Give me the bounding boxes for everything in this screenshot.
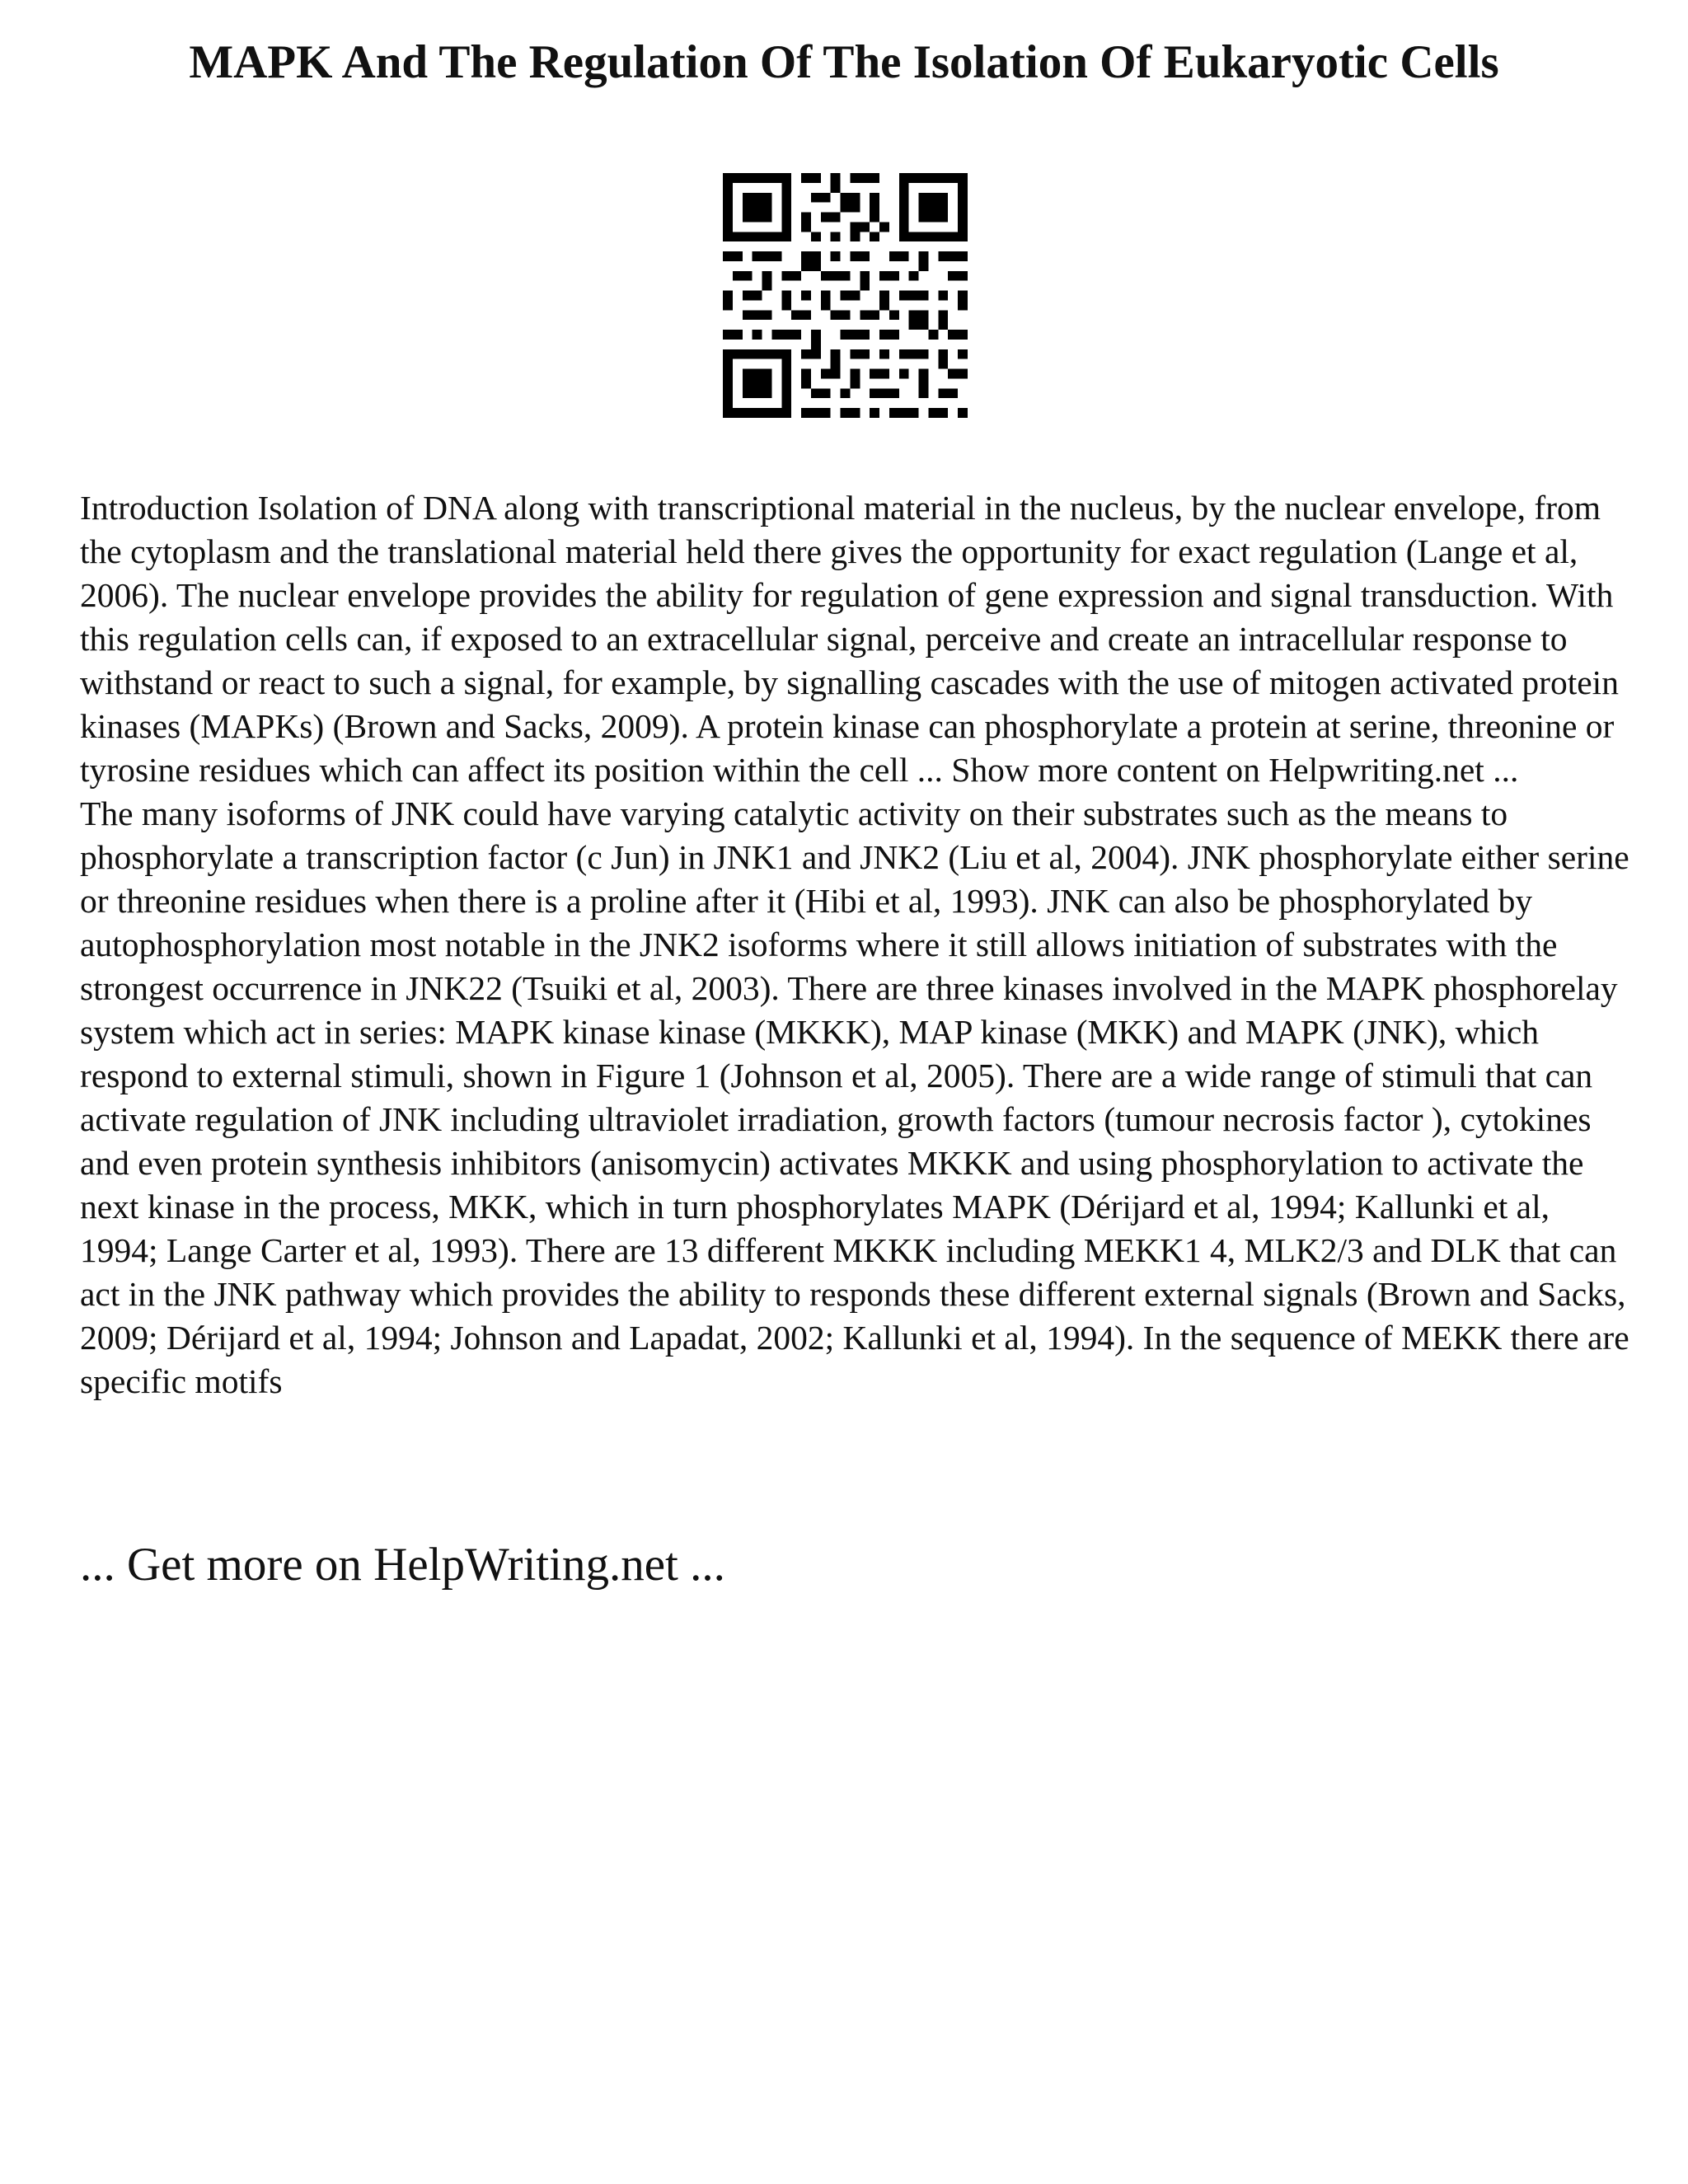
qr-code-icon[interactable] [723,173,968,418]
paragraph: Introduction Isolation of DNA along with transcriptional material in the nucleus, by the nuclear envelope, from the cytoplasm and the translational material held there gives the opportunity for exact regulation (Lange et al, 2006). The nuclear envelope provides the ability for regulation of gene expression and signal transduction. With this regulation cells can, if exposed to an extracellular signal, perceive and create an intracellular response to withstand or react to such a signal, for example, by signalling cascades with the use of mitogen activated protein kinases (MAPKs) (Brown and Sacks, 2009). A protein kinase can phosphorylate a protein at serine, threonine or tyrosine residues which can affect its position within the cell ... Show more content on Helpwriting.net ... [80,489,1619,789]
paragraph: The many isoforms of JNK could have varying catalytic activity on their substrates such as the means to phosphorylate a transcription factor (c Jun) in JNK1 and JNK2 (Liu et al, 2004). JNK phosphorylate either serine or threonine residues when there is a proline after it (Hibi et al, 1993). JNK can also be phosphorylated by autophosphorylation most notable in the JNK2 isoforms where it still allows initiation of substrates with the strongest occurrence in JNK22 (Tsuiki et al, 2003). There are three kinases involved in the MAPK phosphorelay system which act in series: MAPK kinase kinase (MKKK), MAP kinase (MKK) and MAPK (JNK), which respond to external stimuli, shown in Figure 1 (Johnson et al, 2005). There are a wide range of stimuli that can activate regulation of JNK including ultraviolet irradiation, growth factors (tumour necrosis factor ), cytokines and even protein synthesis inhibitors (anisomycin) activates MKKK and using phosphorylation to activate the next kinase in the process, MKK, which in turn phosphorylates MAPK (Dérijard et al, 1994; Kallunki et al, 1994; Lange Carter et al, 1993). There are 13 different MKKK including MEKK1 4, MLK2/3 and DLK that can act in the JNK pathway which provides the ability to responds these different external signals (Brown and Sacks, 2009; Dérijard et al, 1994; Johnson and Lapadat, 2002; Kallunki et al, 1994). In the sequence of MEKK there are specific motifs [80,794,1629,1400]
body-text [80,486,1629,1404]
get-more-link[interactable]: ... Get more on HelpWriting.net ... [80,1539,725,1591]
document-title: MAPK And The Regulation Of The Isolation Of Eukaryotic Cells [189,36,1499,88]
